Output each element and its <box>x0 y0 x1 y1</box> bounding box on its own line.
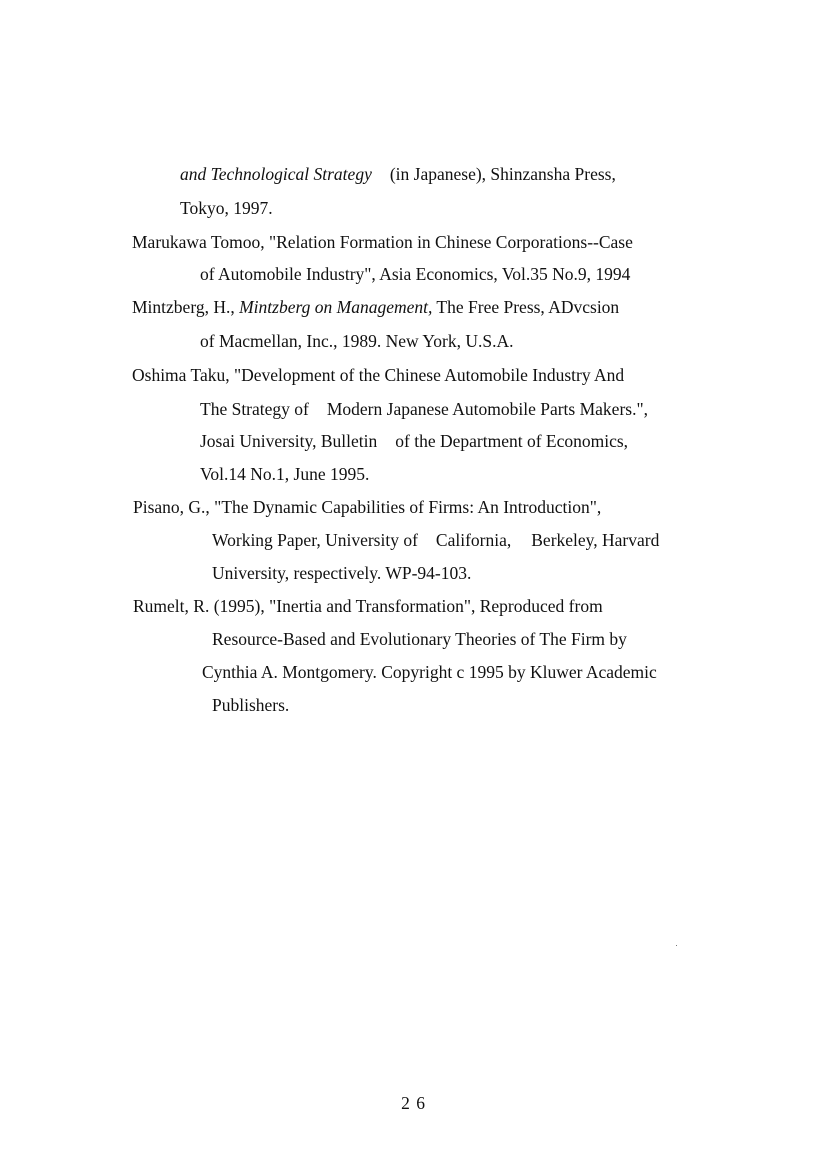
reference-text: Mintzberg, H., <box>132 297 240 317</box>
reference-text: (in Japanese), Shinzansha Press, <box>389 164 616 184</box>
reference-text: California, <box>435 530 512 550</box>
reference-text: of the Department of Economics, <box>395 431 629 451</box>
reference-line <box>212 529 659 551</box>
reference-line <box>200 430 628 452</box>
reference-text: Josai University, Bulletin <box>200 431 378 451</box>
reference-text: Berkeley, Harvard <box>531 530 660 550</box>
reference-line: Marukawa Tomoo, "Relation Formation in Chinese Corporations--Case <box>132 232 633 252</box>
reference-line: Oshima Taku, "Development of the Chinese Automobile Industry And <box>132 365 625 385</box>
reference-line: Rumelt, R. (1995), "Inertia and Transformation", Reproduced from <box>133 596 603 616</box>
scan-speck <box>676 945 677 946</box>
reference-line: Pisano, G., "The Dynamic Capabilities of Firms: An Introduction", <box>133 497 602 517</box>
reference-text: Modern Japanese Automobile Parts Makers.", <box>326 399 648 419</box>
reference-line: of Automobile Industry", Asia Economics, Vol.35 No.9, 1994 <box>200 264 631 284</box>
reference-line: Vol.14 No.1, June 1995. <box>200 464 370 484</box>
reference-title: and Technological Strategy <box>180 164 372 184</box>
reference-line: University, respectively. WP-94-103. <box>212 563 472 583</box>
page-number: 2 6 <box>401 1093 426 1113</box>
reference-line <box>180 163 616 185</box>
reference-line: Publishers. <box>212 695 290 715</box>
reference-text: Working Paper, University of <box>212 530 418 550</box>
reference-text: The Strategy of <box>200 399 309 419</box>
reference-text: The Free Press, ADvcsion <box>432 297 620 317</box>
reference-line: Tokyo, 1997. <box>180 198 273 218</box>
reference-line <box>200 398 648 420</box>
reference-line: Resource-Based and Evolutionary Theories of The Firm by <box>212 629 627 649</box>
reference-title: Mintzberg on Management, <box>239 297 433 317</box>
reference-line: of Macmellan, Inc., 1989. New York, U.S.A. <box>200 331 514 351</box>
reference-line: Cynthia A. Montgomery. Copyright c 1995 by Kluwer Academic <box>202 662 657 682</box>
reference-line <box>132 296 619 318</box>
